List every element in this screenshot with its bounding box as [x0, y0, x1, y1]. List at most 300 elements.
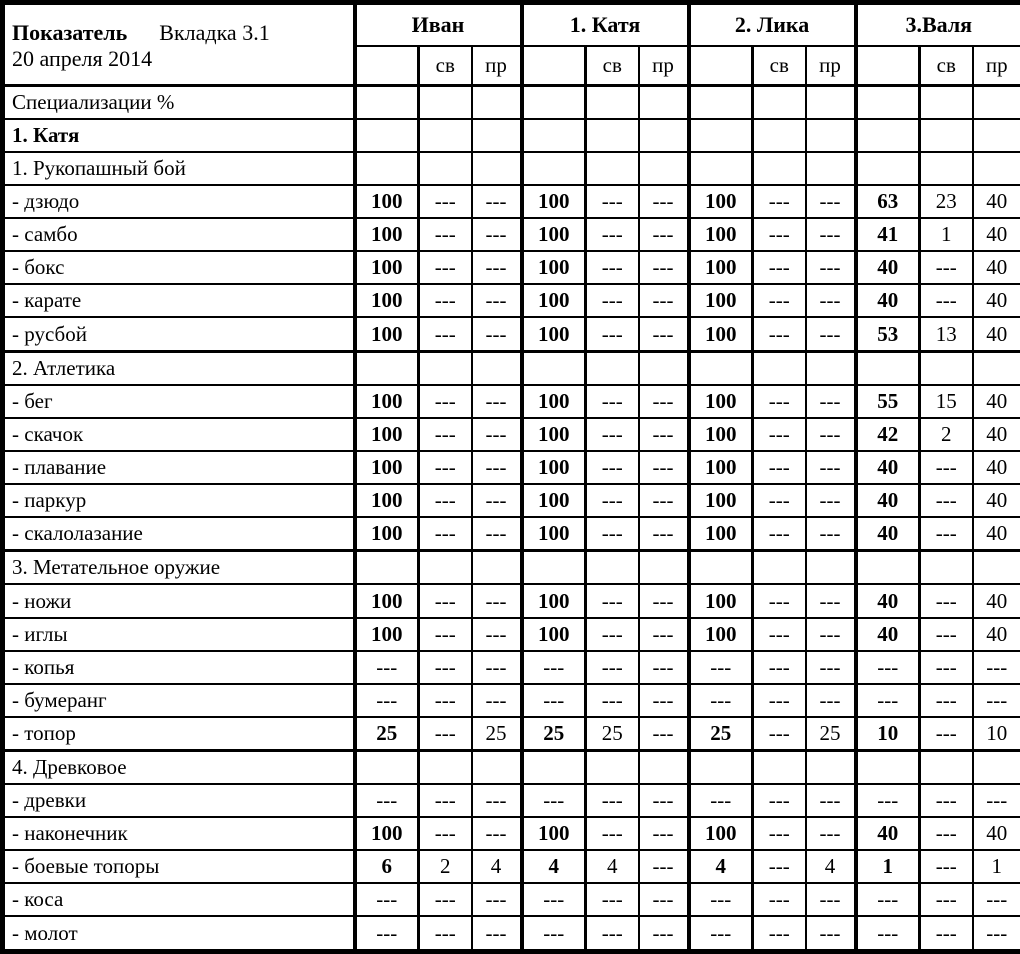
- pr-cell: ---: [472, 451, 522, 484]
- sv-cell: ---: [920, 883, 973, 916]
- sv-cell: ---: [586, 883, 639, 916]
- pr-cell: 40: [973, 385, 1020, 418]
- pr-cell: ---: [639, 284, 689, 317]
- sv-cell: ---: [586, 385, 639, 418]
- row-label: - бокс: [3, 251, 355, 284]
- table-row: [3, 883, 1020, 916]
- sv-cell: ---: [586, 517, 639, 551]
- value-cell: 40: [856, 618, 920, 651]
- value-cell: 40: [856, 484, 920, 517]
- sv-cell: [753, 351, 806, 385]
- sv-cell: [419, 86, 472, 120]
- sv-cell: 2: [419, 850, 472, 883]
- sv-cell: ---: [419, 916, 472, 951]
- sub-header-sv: св: [419, 46, 472, 86]
- sv-cell: ---: [753, 817, 806, 850]
- pr-cell: [806, 86, 856, 120]
- pr-cell: ---: [639, 185, 689, 218]
- sv-cell: ---: [753, 916, 806, 951]
- sv-cell: [419, 551, 472, 585]
- sv-cell: ---: [586, 418, 639, 451]
- pr-cell: [639, 152, 689, 185]
- table-row: [3, 418, 1020, 451]
- pr-cell: ---: [472, 684, 522, 717]
- value-cell: 100: [355, 185, 419, 218]
- sv-cell: ---: [920, 784, 973, 817]
- pr-cell: [639, 551, 689, 585]
- pr-cell: ---: [472, 784, 522, 817]
- value-cell: [355, 351, 419, 385]
- pr-cell: [806, 750, 856, 784]
- sub-header-pr: пр: [472, 46, 522, 86]
- pr-cell: [973, 551, 1020, 585]
- table-row: [3, 916, 1020, 951]
- value-cell: [689, 750, 753, 784]
- value-cell: [856, 551, 920, 585]
- sv-cell: [419, 750, 472, 784]
- value-cell: 100: [689, 618, 753, 651]
- row-label: - ножи: [3, 584, 355, 617]
- value-cell: ---: [689, 651, 753, 684]
- table-row: [3, 385, 1020, 418]
- pr-cell: ---: [639, 916, 689, 951]
- row-label: - паркур: [3, 484, 355, 517]
- value-cell: 100: [355, 218, 419, 251]
- row-label: - скалолазание: [3, 517, 355, 551]
- sv-cell: ---: [920, 584, 973, 617]
- sv-cell: ---: [419, 618, 472, 651]
- pr-cell: ---: [806, 418, 856, 451]
- pr-cell: ---: [472, 251, 522, 284]
- sub-header-sv: св: [920, 46, 973, 86]
- pr-cell: ---: [472, 484, 522, 517]
- pr-cell: [806, 551, 856, 585]
- value-cell: [856, 750, 920, 784]
- value-cell: ---: [689, 784, 753, 817]
- value-cell: ---: [856, 784, 920, 817]
- value-cell: 100: [689, 251, 753, 284]
- value-cell: ---: [856, 883, 920, 916]
- sv-cell: ---: [920, 618, 973, 651]
- value-cell: [856, 351, 920, 385]
- value-cell: [689, 119, 753, 152]
- sub-header-blank: [522, 46, 586, 86]
- value-cell: 100: [355, 817, 419, 850]
- row-label: 2. Атлетика: [3, 351, 355, 385]
- value-cell: 100: [522, 418, 586, 451]
- pr-cell: ---: [806, 916, 856, 951]
- value-cell: 55: [856, 385, 920, 418]
- sv-cell: ---: [753, 385, 806, 418]
- sv-cell: ---: [920, 717, 973, 751]
- value-cell: 100: [522, 185, 586, 218]
- sv-cell: ---: [419, 218, 472, 251]
- sv-cell: ---: [753, 451, 806, 484]
- value-cell: 40: [856, 517, 920, 551]
- pr-cell: ---: [639, 517, 689, 551]
- table-row: [3, 284, 1020, 317]
- sv-cell: [753, 119, 806, 152]
- value-cell: 42: [856, 418, 920, 451]
- sv-cell: [753, 86, 806, 120]
- value-cell: [856, 152, 920, 185]
- pr-cell: ---: [639, 317, 689, 351]
- pr-cell: [472, 86, 522, 120]
- pr-cell: ---: [639, 418, 689, 451]
- pr-cell: ---: [806, 517, 856, 551]
- sv-cell: ---: [586, 584, 639, 617]
- value-cell: [355, 119, 419, 152]
- pr-cell: ---: [472, 185, 522, 218]
- pr-cell: ---: [472, 883, 522, 916]
- sv-cell: ---: [920, 850, 973, 883]
- sv-cell: ---: [753, 418, 806, 451]
- pr-cell: 40: [973, 284, 1020, 317]
- row-label: 4. Древковое: [3, 750, 355, 784]
- value-cell: 63: [856, 185, 920, 218]
- value-cell: 1: [856, 850, 920, 883]
- value-cell: [355, 750, 419, 784]
- value-cell: ---: [522, 651, 586, 684]
- pr-cell: ---: [639, 784, 689, 817]
- value-cell: [522, 86, 586, 120]
- value-cell: 100: [689, 451, 753, 484]
- value-cell: 100: [355, 317, 419, 351]
- value-cell: 100: [355, 451, 419, 484]
- sv-cell: ---: [419, 284, 472, 317]
- pr-cell: [639, 351, 689, 385]
- row-label: - наконечник: [3, 817, 355, 850]
- sv-cell: [586, 551, 639, 585]
- value-cell: [522, 750, 586, 784]
- sv-cell: [920, 119, 973, 152]
- pr-cell: ---: [639, 584, 689, 617]
- row-label: - бег: [3, 385, 355, 418]
- sv-cell: ---: [419, 784, 472, 817]
- sv-cell: ---: [753, 517, 806, 551]
- pr-cell: [973, 750, 1020, 784]
- sv-cell: ---: [920, 817, 973, 850]
- sv-cell: ---: [920, 251, 973, 284]
- pr-cell: ---: [806, 651, 856, 684]
- pr-cell: ---: [639, 218, 689, 251]
- sub-header-pr: пр: [639, 46, 689, 86]
- row-label: - дзюдо: [3, 185, 355, 218]
- tab-label: Вкладка 3.1: [159, 19, 270, 45]
- value-cell: ---: [355, 651, 419, 684]
- sv-cell: ---: [920, 684, 973, 717]
- pr-cell: [806, 152, 856, 185]
- value-cell: [355, 551, 419, 585]
- sv-cell: [419, 152, 472, 185]
- sv-cell: ---: [586, 684, 639, 717]
- sv-cell: ---: [753, 185, 806, 218]
- sv-cell: ---: [419, 651, 472, 684]
- person-header-lika: 2. Лика: [689, 3, 856, 47]
- sv-cell: ---: [586, 185, 639, 218]
- sv-cell: ---: [419, 684, 472, 717]
- sv-cell: ---: [419, 517, 472, 551]
- person-header-ivan: Иван: [355, 3, 522, 47]
- pr-cell: ---: [639, 385, 689, 418]
- row-label: - русбой: [3, 317, 355, 351]
- pr-cell: [639, 750, 689, 784]
- row-label: - боевые топоры: [3, 850, 355, 883]
- pr-cell: ---: [973, 916, 1020, 951]
- value-cell: ---: [355, 684, 419, 717]
- value-cell: ---: [856, 684, 920, 717]
- sub-header-pr: пр: [973, 46, 1020, 86]
- sv-cell: ---: [419, 418, 472, 451]
- sv-cell: ---: [920, 517, 973, 551]
- row-label: Специализации %: [3, 86, 355, 120]
- sv-cell: ---: [753, 684, 806, 717]
- value-cell: 100: [355, 284, 419, 317]
- table-row: [3, 451, 1020, 484]
- value-cell: 6: [355, 850, 419, 883]
- sv-cell: [920, 152, 973, 185]
- value-cell: 100: [522, 584, 586, 617]
- value-cell: 100: [522, 517, 586, 551]
- value-cell: 100: [689, 817, 753, 850]
- pr-cell: ---: [639, 251, 689, 284]
- pr-cell: ---: [806, 484, 856, 517]
- value-cell: 100: [355, 385, 419, 418]
- pr-cell: ---: [973, 883, 1020, 916]
- pr-cell: ---: [806, 185, 856, 218]
- pr-cell: [472, 152, 522, 185]
- sv-cell: ---: [920, 484, 973, 517]
- sv-cell: ---: [586, 451, 639, 484]
- pr-cell: ---: [639, 684, 689, 717]
- value-cell: ---: [689, 684, 753, 717]
- sv-cell: ---: [920, 651, 973, 684]
- value-cell: ---: [355, 784, 419, 817]
- pr-cell: ---: [806, 385, 856, 418]
- value-cell: 4: [689, 850, 753, 883]
- table-row: [3, 251, 1020, 284]
- sub-header-sv: св: [586, 46, 639, 86]
- pr-cell: ---: [639, 618, 689, 651]
- sv-cell: ---: [586, 916, 639, 951]
- sv-cell: 13: [920, 317, 973, 351]
- sv-cell: ---: [419, 584, 472, 617]
- value-cell: ---: [522, 684, 586, 717]
- value-cell: ---: [522, 883, 586, 916]
- sv-cell: 4: [586, 850, 639, 883]
- corner-line1: [12, 20, 351, 48]
- sv-cell: ---: [753, 317, 806, 351]
- table-row: [3, 551, 1020, 585]
- sv-cell: ---: [753, 484, 806, 517]
- row-label: 3. Метательное оружие: [3, 551, 355, 585]
- value-cell: 100: [522, 251, 586, 284]
- sub-header-pr: пр: [806, 46, 856, 86]
- value-cell: 4: [522, 850, 586, 883]
- sv-cell: ---: [419, 251, 472, 284]
- value-cell: [522, 551, 586, 585]
- pr-cell: 4: [806, 850, 856, 883]
- sv-cell: 2: [920, 418, 973, 451]
- pr-cell: ---: [472, 385, 522, 418]
- sv-cell: ---: [586, 317, 639, 351]
- value-cell: 100: [355, 418, 419, 451]
- value-cell: 40: [856, 817, 920, 850]
- value-cell: 100: [522, 284, 586, 317]
- sv-cell: ---: [586, 651, 639, 684]
- pr-cell: 40: [973, 185, 1020, 218]
- sv-cell: ---: [586, 284, 639, 317]
- pr-cell: ---: [472, 651, 522, 684]
- pr-cell: ---: [639, 651, 689, 684]
- value-cell: 100: [689, 284, 753, 317]
- sv-cell: ---: [419, 185, 472, 218]
- pr-cell: ---: [472, 284, 522, 317]
- date-label: 20 апреля 2014: [12, 45, 153, 71]
- pr-cell: ---: [472, 418, 522, 451]
- table-row: [3, 717, 1020, 751]
- value-cell: 100: [355, 618, 419, 651]
- sv-cell: ---: [920, 916, 973, 951]
- value-cell: 100: [689, 484, 753, 517]
- row-label: 1. Рукопашный бой: [3, 152, 355, 185]
- table-row: [3, 651, 1020, 684]
- sv-cell: ---: [586, 817, 639, 850]
- sub-header-sv: св: [753, 46, 806, 86]
- value-cell: [689, 351, 753, 385]
- value-cell: 100: [522, 218, 586, 251]
- pr-cell: ---: [472, 517, 522, 551]
- value-cell: 100: [522, 618, 586, 651]
- pr-cell: ---: [806, 784, 856, 817]
- sv-cell: 25: [586, 717, 639, 751]
- sv-cell: [920, 351, 973, 385]
- table-header: [3, 3, 1020, 86]
- pr-cell: ---: [472, 817, 522, 850]
- table-row: [3, 317, 1020, 351]
- pr-cell: 25: [806, 717, 856, 751]
- sv-cell: 1: [920, 218, 973, 251]
- value-cell: 40: [856, 451, 920, 484]
- row-label: 1. Катя: [3, 119, 355, 152]
- pr-cell: [472, 351, 522, 385]
- value-cell: 41: [856, 218, 920, 251]
- value-cell: [355, 152, 419, 185]
- row-label: - скачок: [3, 418, 355, 451]
- pr-cell: 40: [973, 218, 1020, 251]
- pr-cell: ---: [806, 218, 856, 251]
- sv-cell: ---: [419, 385, 472, 418]
- table-row: [3, 218, 1020, 251]
- sv-cell: [920, 750, 973, 784]
- sv-cell: ---: [586, 251, 639, 284]
- sv-cell: ---: [753, 717, 806, 751]
- value-cell: 100: [689, 584, 753, 617]
- value-cell: ---: [689, 916, 753, 951]
- sv-cell: [920, 551, 973, 585]
- pr-cell: [472, 551, 522, 585]
- pr-cell: 1: [973, 850, 1020, 883]
- value-cell: ---: [355, 883, 419, 916]
- sub-header-blank: [856, 46, 920, 86]
- pr-cell: [639, 119, 689, 152]
- value-cell: 100: [522, 817, 586, 850]
- table-row: [3, 684, 1020, 717]
- sv-cell: ---: [753, 284, 806, 317]
- sv-cell: ---: [419, 883, 472, 916]
- pr-cell: ---: [639, 451, 689, 484]
- sv-cell: [753, 152, 806, 185]
- table-row: [3, 517, 1020, 551]
- pr-cell: [806, 351, 856, 385]
- value-cell: 25: [522, 717, 586, 751]
- pr-cell: ---: [472, 584, 522, 617]
- pr-cell: [973, 119, 1020, 152]
- sv-cell: [753, 551, 806, 585]
- value-cell: 100: [522, 385, 586, 418]
- pr-cell: ---: [973, 651, 1020, 684]
- value-cell: ---: [522, 916, 586, 951]
- sv-cell: ---: [586, 218, 639, 251]
- row-label: - плавание: [3, 451, 355, 484]
- sv-cell: ---: [753, 251, 806, 284]
- sv-cell: ---: [419, 317, 472, 351]
- value-cell: 40: [856, 584, 920, 617]
- pr-cell: 40: [973, 317, 1020, 351]
- sv-cell: [753, 750, 806, 784]
- sv-cell: [586, 119, 639, 152]
- sv-cell: ---: [753, 883, 806, 916]
- value-cell: 100: [522, 451, 586, 484]
- sv-cell: 23: [920, 185, 973, 218]
- value-cell: 100: [689, 517, 753, 551]
- row-label: - древки: [3, 784, 355, 817]
- sv-cell: [920, 86, 973, 120]
- value-cell: 53: [856, 317, 920, 351]
- sv-cell: ---: [586, 484, 639, 517]
- pr-cell: ---: [639, 484, 689, 517]
- sv-cell: [586, 86, 639, 120]
- sv-cell: ---: [920, 284, 973, 317]
- value-cell: 100: [355, 484, 419, 517]
- corner-cell: [3, 3, 355, 86]
- value-cell: 100: [355, 584, 419, 617]
- pr-cell: 40: [973, 817, 1020, 850]
- value-cell: 25: [689, 717, 753, 751]
- pr-cell: ---: [806, 451, 856, 484]
- pr-cell: ---: [639, 817, 689, 850]
- value-cell: ---: [856, 651, 920, 684]
- value-cell: 100: [522, 484, 586, 517]
- sv-cell: ---: [753, 651, 806, 684]
- value-cell: 100: [522, 317, 586, 351]
- sv-cell: [586, 152, 639, 185]
- pr-cell: [973, 152, 1020, 185]
- table-row: [3, 784, 1020, 817]
- sv-cell: [586, 351, 639, 385]
- pr-cell: 4: [472, 850, 522, 883]
- person-header-valya: 3.Валя: [856, 3, 1020, 47]
- sv-cell: ---: [419, 717, 472, 751]
- table-row: [3, 119, 1020, 152]
- sv-cell: [419, 351, 472, 385]
- pr-cell: 40: [973, 418, 1020, 451]
- sv-cell: ---: [753, 584, 806, 617]
- row-label: - карате: [3, 284, 355, 317]
- pr-cell: ---: [806, 684, 856, 717]
- value-cell: 100: [689, 418, 753, 451]
- pr-cell: ---: [639, 717, 689, 751]
